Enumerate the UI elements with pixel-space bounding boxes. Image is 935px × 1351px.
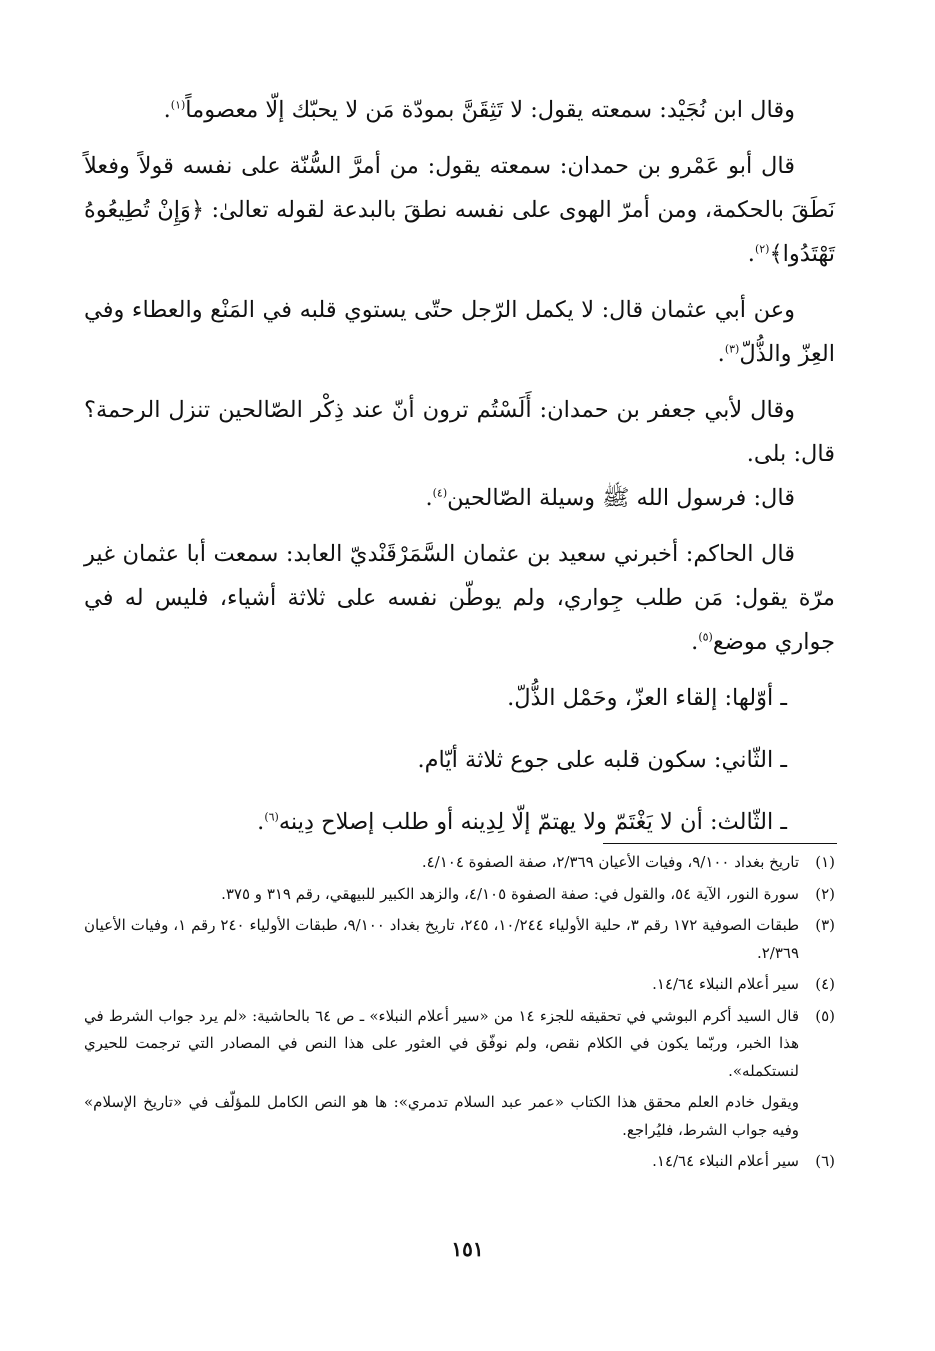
paragraph: قال أبو عَمْرو بن حمدان: سمعته يقول: من أمرَّ السُّنّة على نفسه قولاً وفعلاً نَطَقَ بالحكمة، ومن أمرّ الهوى على نفسه نطقَ بالبدعة لقوله تعالىٰ: ﴿وَإِنْ تُطِيعُوهُ تَهْتَدُوا﴾$^{(٢)}$.	[84, 153, 835, 267]
main-text	[84, 88, 835, 862]
footnote-number: (٦)	[815, 1152, 835, 1170]
paragraph: قال الحاكم: أخبرني سعيد بن عثمان السَّمَرْقَنْديّ العابد: سمعت أبا عثمان غير مرّة يقول: مَن طلب جِواري، ولم يوطّن نفسه على ثلاثة أشياء، فليس له في جواري موضع$^{(٥)}$.	[84, 541, 835, 655]
footnote-number: (٤)	[815, 975, 835, 993]
list-item: ـ الثّاني: سكون قلبه على جوع ثلاثة أيّام.	[417, 747, 787, 773]
footnote-number: (٢)	[815, 884, 835, 903]
paragraph: وعن أبي عثمان قال: لا يكمل الرّجل حتّى يستوي قلبه في المَنْع والعطاء وفي العِزّ والذُّلّ$^{(٣)}$.	[84, 297, 835, 367]
list-item: ـ أوّلها: إلقاء العزّ، وحَمْل الذُّلّ.	[507, 685, 787, 711]
footnote-ref: (١)	[170, 98, 186, 112]
footnote-ref: (٦)	[264, 810, 279, 824]
footnote-text: سورة النور، الآية ٥٤، والقول في: صفة الصفوة ٤/١٠٥، والزهد الكبير للبيهقي، رقم ٣١٩ و ٣٧٥.	[221, 884, 799, 903]
footnote-text: تاريخ بغداد ٩/١٠٠، وفيات الأعيان ٢/٣٦٩، صفة الصفوة ٤/١٠٤.	[421, 853, 799, 871]
footnote-text: قال السيد أكرم البوشي في تحقيقه للجزء ١٤ من «سير أعلام النبلاء» ـ ص ٦٤ بالحاشية: «لم يرد جواب الشرط في هذا الخبر، وربّما يكون في الكلام نقص، ولم نوفّق في العثور على هذا النص في المصادر التي ترجمت للحيري لنستكمله».	[84, 1006, 799, 1080]
footnote	[84, 1003, 835, 1086]
footnote-ref: (٤)	[432, 486, 448, 500]
footnote-number: (٣)	[815, 916, 835, 934]
footnote-ref: (٢)	[754, 242, 770, 256]
footnote-ref: (٥)	[698, 630, 713, 644]
footnote-ref: (٣)	[724, 342, 740, 356]
footnote	[84, 881, 835, 909]
footnotes	[84, 849, 835, 1180]
footnote-continuation: ويقول خادم العلم محقق هذا الكتاب «عمر عبد السلام تدمري»: ها هو النص الكامل للمؤلّف في «تاريخ الإسلام» وفيه جواب الشرط، فليُراجع.	[84, 1093, 799, 1139]
footnote	[84, 912, 835, 967]
footnote-text: طبقات الصوفية ١٧٢ رقم ٣، حلية الأولياء ١٠/٢٤٤، ٢٤٥، تاريخ بغداد ٩/١٠٠، طبقات الأولياء ٢٤٠ رقم ١، وفيات الأعيان ٢/٣٦٩.	[84, 916, 800, 962]
footnote-separator	[603, 843, 837, 844]
paragraph: وقال لأبي جعفر بن حمدان: أَلَسْتُم ترون أنّ عند ذِكْر الصّالحين تنزل الرحمة؟ قال: بلى.	[84, 397, 835, 467]
footnote	[84, 971, 835, 999]
page-number: ١٥١	[451, 1237, 484, 1261]
paragraph: قال: فرسول الله ﷺ وسيلة الصّالحين$^{(٤)}$.	[425, 485, 795, 511]
list-item: ـ الثّالث: أن لا يَغْتَمّ ولا يهتمّ إلّا لِدِينه أو طلب إصلاح دِينه$^{(٦)}$.	[257, 809, 787, 835]
footnote-text: سير أعلام النبلاء ١٤/٦٤.	[652, 975, 799, 993]
footnote	[84, 849, 835, 877]
footnote-text: سير أعلام النبلاء ١٤/٦٤.	[652, 1152, 799, 1170]
footnote-number: (٥)	[815, 1006, 835, 1025]
footnote-number: (١)	[815, 853, 835, 871]
paragraph: وقال ابن نُجَيْد: سمعته يقول: لا تَثِقَنَّ بمودّة مَن لا يحبّك إلّا معصوماً$^{(١)}$.	[163, 97, 795, 123]
footnote	[84, 1148, 835, 1176]
